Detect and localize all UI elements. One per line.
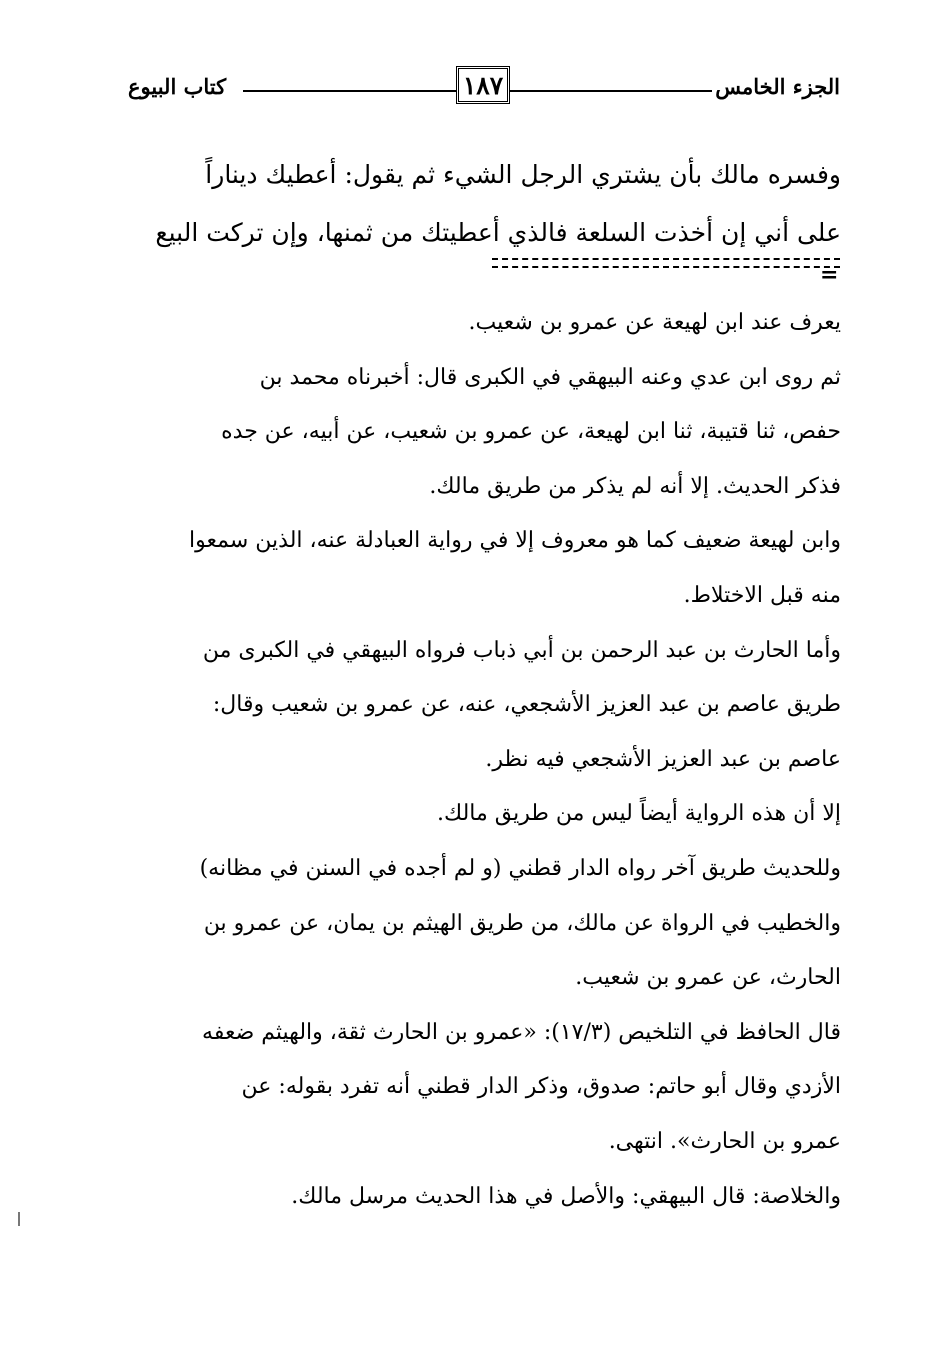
- footnote-line: طريق عاصم بن عبد العزيز الأشجعي، عنه، عن عمرو بن شعيب وقال:: [212, 692, 841, 718]
- footnote-separator: [492, 258, 840, 260]
- footnote-line: الأزدي وقال أبو حاتم: صدوق، وذكر الدار قطني أنه تفرد بقوله: عن: [241, 1074, 841, 1100]
- footnote-line: والخطيب في الرواة عن مالك، من طريق الهيثم بن يمان، عن عمرو بن: [203, 910, 841, 936]
- footnote-line: عاصم بن عبد العزيز الأشجعي فيه نظر.: [485, 746, 841, 772]
- footnote-line: منه قبل الاختلاط.: [683, 582, 841, 608]
- main-text-line: على أني إن أخذت السلعة فالذي أعطيتك من ثمنها، وإن تركت البيع: [155, 218, 841, 247]
- page-number-box: ١٨٧: [456, 66, 510, 104]
- running-header: [128, 66, 840, 112]
- footnote-line: وللحديث طريق آخر رواه الدار قطني (و لم أجده في السنن في مظانه): [199, 855, 841, 881]
- book-title: كتاب البيوع: [128, 74, 227, 99]
- footnote-line: عمرو بن الحارث». انتهى.: [608, 1128, 841, 1154]
- footnote-line: ثم روى ابن عدي وعنه البيهقي في الكبرى قال: أخبرناه محمد بن: [259, 364, 841, 390]
- main-text-line: وفسره مالك بأن يشتري الرجل الشيء ثم يقول: أعطيك ديناراً: [205, 160, 841, 189]
- footnote-block: [129, 296, 841, 1224]
- footnote-line: قال الحافظ في التلخيص (١٧/٣): «عمرو بن الحارث ثقة، والهيثم ضعفه: [202, 1019, 841, 1045]
- volume-title: الجزء الخامس: [715, 74, 840, 99]
- header-rule-right: [510, 90, 712, 92]
- main-text: [129, 146, 841, 262]
- footnote-line: حفص، ثنا قتيبة، ثنا ابن لهيعة، عن عمرو بن شعيب، عن أبيه، عن جده: [221, 419, 841, 445]
- footnote-line: فذكر الحديث. إلا أنه لم يذكر من طريق مالك.: [429, 473, 841, 499]
- footnote-line: يعرف عند ابن لهيعة عن عمرو بن شعيب.: [468, 310, 841, 335]
- header-rule-left: [243, 90, 457, 92]
- continuation-mark: =: [820, 262, 839, 288]
- footnote-line: والخلاصة: قال البيهقي: والأصل في هذا الحديث مرسل مالك.: [291, 1183, 841, 1209]
- scan-speck: [18, 1212, 20, 1226]
- footnote-line: إلا أن هذه الرواية أيضاً ليس من طريق مالك.: [437, 801, 841, 827]
- footnote-separator-second: [492, 266, 840, 268]
- footnote-line: وأما الحارث بن عبد الرحمن بن أبي ذباب فرواه البيهقي في الكبرى من: [202, 637, 841, 663]
- footnote-line: وابن لهيعة ضعيف كما هو معروف إلا في رواية العبادلة عنه، الذين سمعوا: [189, 528, 841, 554]
- footnote-line: الحارث، عن عمرو بن شعيب.: [575, 965, 841, 991]
